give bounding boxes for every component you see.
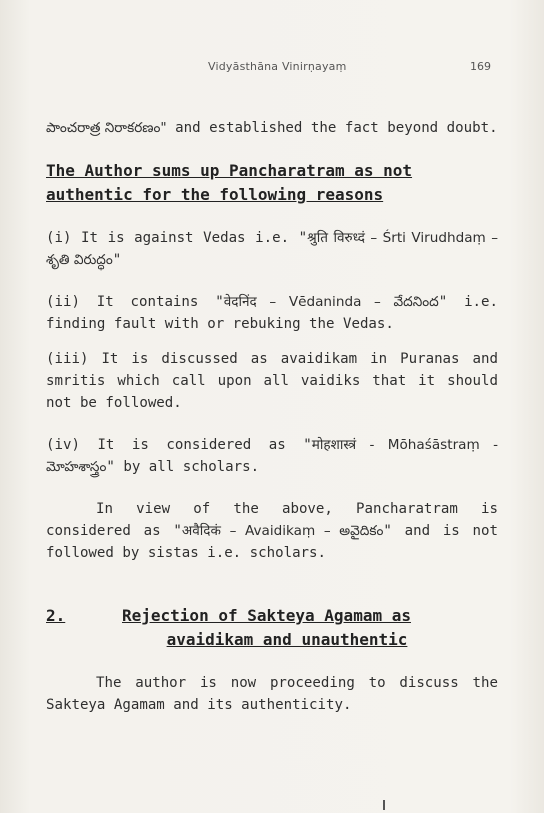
page-number: 169 — [470, 60, 491, 73]
section-2-title-line1: Rejection of Sakteya Agamam as — [122, 606, 411, 625]
section-heading: The Author sums up Pancharatram as not authentic for the following reasons — [46, 161, 413, 204]
section-2-title-line2: avaidikam and unauthentic — [166, 630, 408, 649]
intro-text: and established the fact beyond doubt. — [166, 120, 498, 136]
section-2-heading — [46, 604, 498, 652]
reason-item-1 — [46, 227, 498, 271]
item4-text: (iv) It is considered as " — [46, 437, 312, 453]
item4-term: मोहशास्त्रं - Mōhaśāstraṃ - మోహశాస్త్రం — [46, 437, 498, 475]
reason-item-4 — [46, 434, 498, 478]
header-title: Vidyāsthāna Vinirṇayaṃ — [208, 60, 347, 73]
telugu-phrase: పాంచరాత్ర నిరాకరణం" — [46, 120, 167, 136]
reason-item-3: (iii) It is discussed as avaidikam in Puranas and smritis which call upon all vaidiks that it should not be followed. — [46, 351, 498, 411]
intro-paragraph — [46, 117, 498, 139]
section-2-number: 2. — [46, 606, 66, 625]
reason-item-2 — [46, 291, 498, 335]
item1-text: (i) It is against Vedas i.e. " — [46, 230, 308, 246]
item1-term: श्रुति विरुध्दं – Śrti Virudhdaṃ – శృతి విరుద్ధం — [46, 230, 498, 268]
view-term: अवैदिकं – Avaidikaṃ – అవైదికం — [181, 523, 384, 539]
item2-text: (ii) It contains " — [46, 294, 224, 310]
page-body — [46, 117, 498, 716]
final-paragraph: The author is now proceeding to discuss the Sakteya Agamam and its authenticity. — [46, 675, 498, 713]
conclusion-paragraph — [46, 498, 498, 564]
item4-rest: " by all scholars. — [106, 459, 260, 475]
view-text: In view of the above, Pancharatram is considered as " — [46, 501, 498, 539]
item1-close: " — [112, 252, 122, 268]
page-mark — [383, 800, 385, 810]
item2-term: वेदनिंद – Vēdaninda – వేదనింద — [223, 294, 439, 310]
view-rest: " and is not followed by sistas i.e. scholars. — [46, 523, 499, 561]
item2-rest: " i.e. finding fault with or rebuking the Vedas. — [46, 294, 499, 332]
